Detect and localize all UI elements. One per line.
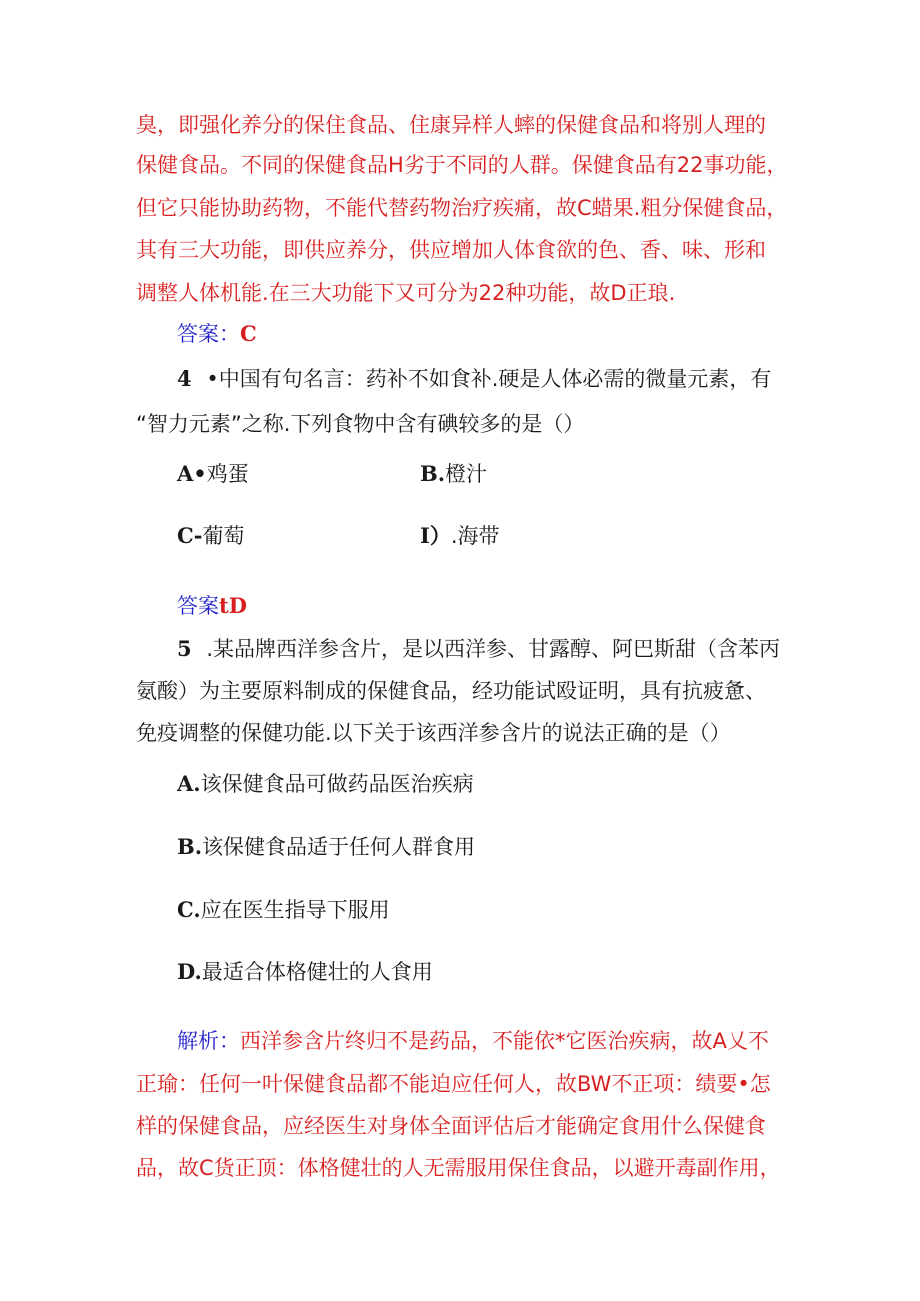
q5-stem-line-3: 免疫调整的保健功能.以下关于该西洋参含片的说法正确的是（） [136,721,731,745]
q4-answer-value: tD [219,593,247,618]
q4-option-d-key: I） [420,523,451,548]
q5-option-c-key: C. [177,897,201,922]
q5-option-b [177,832,475,862]
q4-number: 4 [177,366,192,391]
q4-option-a-key: A• [177,461,207,486]
q4-answer [177,591,247,621]
q4-stem-line-1 [177,364,771,394]
q5-option-a [177,769,474,799]
q3-answer [177,319,257,349]
q5-option-d [177,957,433,987]
q5-stem-text-1: .某品牌西洋参含片，是以西洋参、甘露醇、阿巴斯甜（含苯丙 [206,637,780,661]
q5-option-a-text: 该保健食品可做药品医治疾病 [200,772,474,796]
q5-stem-line-2: 氨酸）为主要原料制成的保健食品，经功能试殴证明，具有抗疲惫、 [136,679,766,703]
q5-option-b-key: B. [177,834,203,859]
q3-explanation-line-1: 臭，即强化养分的保住食品、住康异样人蟀的保健食品和将别人理的 [136,113,766,137]
q4-answer-label: 答案 [177,594,219,618]
q5-explanation-line-1 [177,1026,769,1056]
q3-answer-label: 答案： [177,322,240,346]
q3-explanation-line-2: 保健食品。不同的保健食品H劣于不同的人群。保健食品有22事功能， [136,153,788,177]
q5-explanation-label: 解析： [177,1029,240,1053]
q5-option-c [177,895,390,925]
q5-number: 5 [177,636,192,661]
q5-explanation-line-4: 品，故C货正顶：体格健壮的人无需服用保住食品，以避开毒副作用， [136,1156,781,1180]
q3-explanation-line-4: 其有三大功能，即供应养分，供应增加人体食欲的色、香、味、形和 [136,238,766,262]
q5-explanation-text-1: 西洋参含片终归不是药品，不能依*它医治疾病，故A乂不 [240,1029,769,1053]
q3-answer-value: C [240,321,257,346]
q5-explanation-line-2: 正瑜：任何一叶保健食品都不能迫应任何人，故BW不正项：绩要•怎 [136,1072,771,1096]
q4-option-a [177,459,249,489]
q4-option-c-text: 葡萄 [202,524,245,548]
q4-option-d [420,521,500,551]
q4-option-a-text: 鸡蛋 [206,462,249,486]
q4-option-b [420,459,487,489]
q3-explanation-line-5: 调整人体机能.在三大功能下又可分为22种功能，故D正琅. [136,281,676,305]
q5-option-b-text: 该保健食品适于任何人群食用 [202,835,476,859]
q5-stem-line-1 [177,634,780,664]
q4-option-b-key: B. [420,461,446,486]
q5-option-c-text: 应在医生指导下服用 [200,898,390,922]
q4-option-d-text: .海带 [450,524,500,548]
q4-stem-text-1: •中国有句名言：药补不如食补.硬是人体必需的微量元素，有 [206,367,772,391]
q4-option-b-text: 橙汁 [445,462,488,486]
q5-explanation-line-3: 样的保健食品，应经医生对身体全面评估后才能确定食用什么保健食 [136,1114,766,1138]
q5-option-a-key: A. [177,771,201,796]
q4-option-c-key: C- [177,523,203,548]
q3-explanation-line-3: 但它只能协助药物，不能代替药物治疗疾痛，故C蜡果.粗分保健食品， [136,196,788,220]
q4-option-c [177,521,244,551]
q5-option-d-key: D. [177,959,202,984]
q5-option-d-text: 最适合体格健壮的人食用 [201,960,433,984]
q4-stem-line-2: “智力元素”之称.下列食物中含有碘较多的是（） [136,412,585,436]
